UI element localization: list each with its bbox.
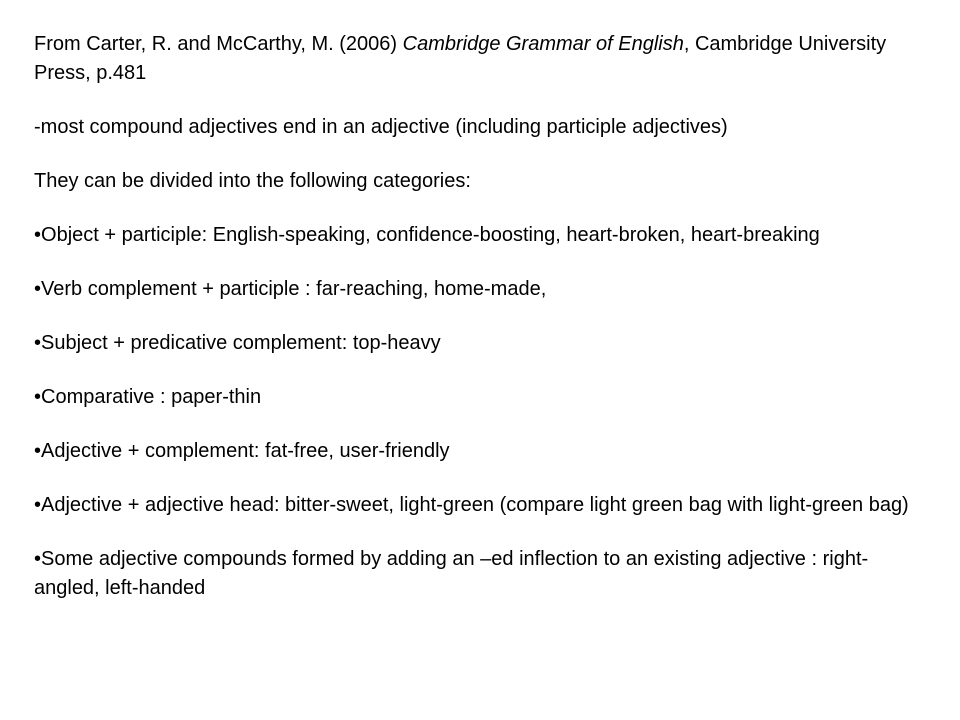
bullet-icon: • <box>34 332 42 354</box>
slide-content <box>34 30 914 628</box>
bullet-icon: • <box>34 548 42 570</box>
category-item <box>34 383 914 412</box>
category-item <box>34 275 914 304</box>
intro-text: -most compound adjectives end in an adjective (including participle adjectives) <box>34 116 728 138</box>
category-text: Verb complement + participle : far-reaching, home-made, <box>41 278 547 300</box>
category-text: Subject + predicative complement: top-heavy <box>41 332 441 354</box>
bullet-icon: • <box>34 278 42 300</box>
citation-prefix: From Carter, R. and McCarthy, M. (2006) <box>34 33 403 55</box>
bullet-icon: • <box>34 386 42 408</box>
category-text: Adjective + complement: fat-free, user-friendly <box>41 440 450 462</box>
category-text: Comparative : paper-thin <box>41 386 262 408</box>
category-item <box>34 329 914 358</box>
citation <box>34 30 914 88</box>
category-item <box>34 545 914 603</box>
category-item <box>34 491 914 520</box>
citation-suffix: , Cambridge University Press, p.481 <box>34 33 887 84</box>
category-text: Some adjective compounds formed by adding an –ed inflection to an existing adjective : right-angled, left-handed <box>34 548 869 599</box>
category-text: Object + participle: English-speaking, confidence-boosting, heart-broken, heart-breaking <box>41 224 820 246</box>
category-text: Adjective + adjective head: bitter-sweet, light-green (compare light green bag with light-green bag) <box>41 494 909 516</box>
category-item <box>34 221 914 250</box>
bullet-icon: • <box>34 224 42 246</box>
category-item <box>34 437 914 466</box>
categories-heading: They can be divided into the following categories: <box>34 170 471 192</box>
bullet-icon: • <box>34 440 42 462</box>
citation-book-title: Cambridge Grammar of English <box>402 33 684 55</box>
bullet-icon: • <box>34 494 42 516</box>
